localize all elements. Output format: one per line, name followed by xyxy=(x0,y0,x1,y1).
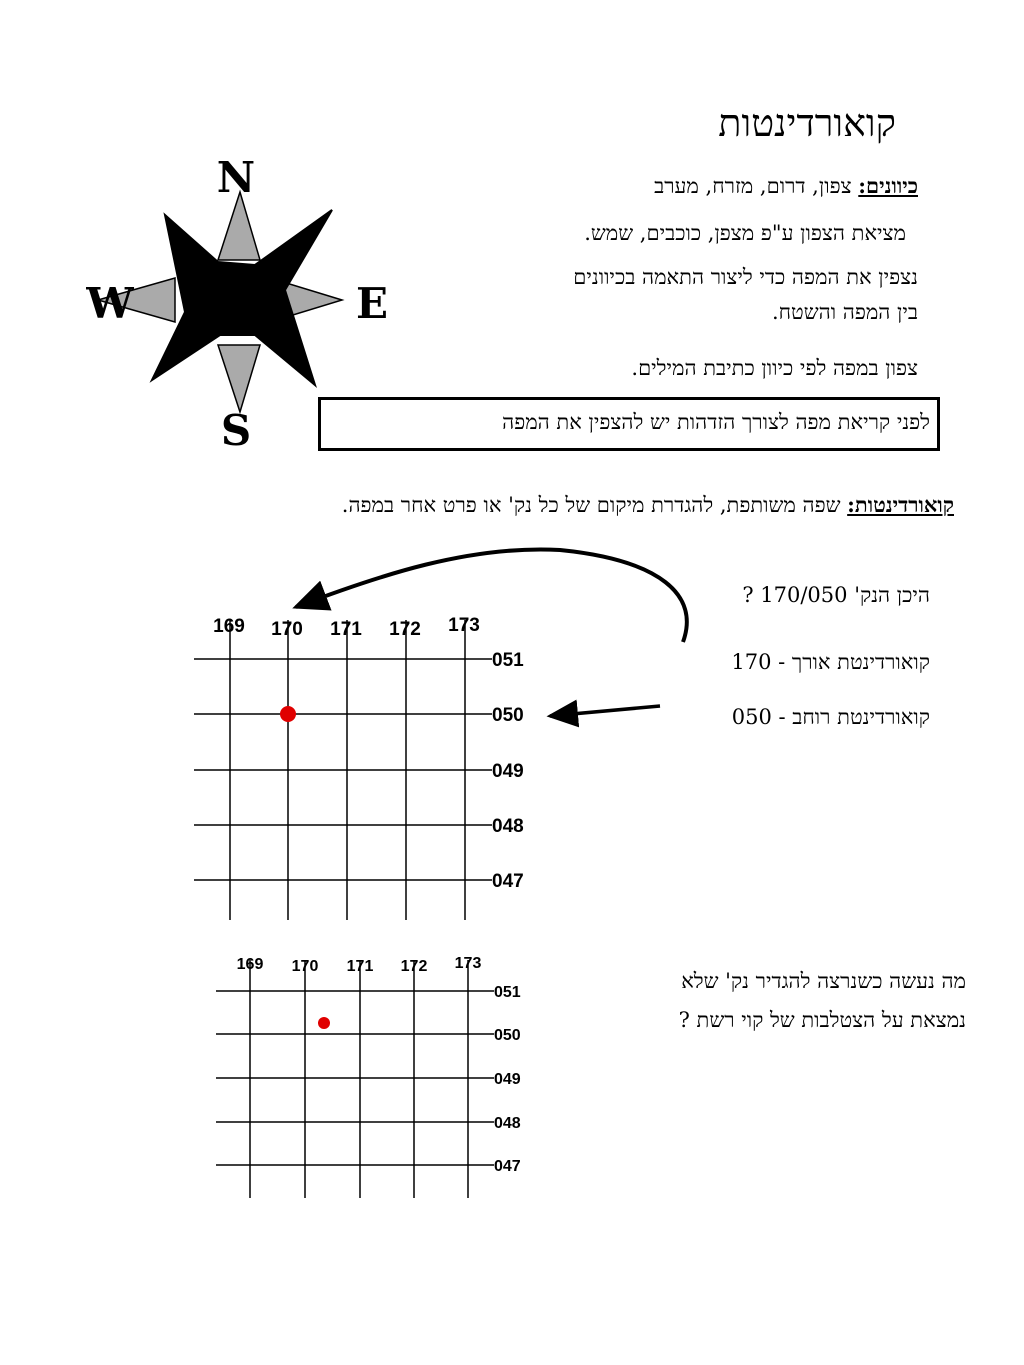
map-north-line: צפון במפה לפי כיוון כתיבת המילים. xyxy=(631,356,918,380)
directions-text: צפון, דרום, מזרח, מערב xyxy=(654,174,852,198)
compass-south: S xyxy=(220,406,252,455)
grid1-x-label-173: 173 xyxy=(448,615,480,636)
compass-east: E xyxy=(355,279,389,328)
orientation-line-2: בין המפה והשטח. xyxy=(771,300,918,324)
orientation-line-1: נצפין את המפה כדי ליצור התאמה בכיוונים xyxy=(573,265,918,289)
grid1-y-label-050: 050 xyxy=(492,705,524,726)
grid1-x-label-170: 170 xyxy=(271,619,303,640)
grid1-x-label-172: 172 xyxy=(389,619,421,640)
grid2-y-label-051: 051 xyxy=(494,984,521,1001)
easting-note: קואורדינטת אורך - 170 xyxy=(731,650,930,674)
grid2-x-label-172: 172 xyxy=(400,958,428,975)
coordinates-text: שפה משותפת, להגדרת מיקום של כל נק' או פרט אחר במפה. xyxy=(341,493,841,517)
grid2-y-label-049: 049 xyxy=(494,1071,521,1088)
grid1-y-label-048: 048 xyxy=(492,816,524,837)
question-where-point: היכן הנק' 170/050 ? xyxy=(742,583,930,607)
grid1-point xyxy=(280,706,296,722)
grid2-x-label-169: 169 xyxy=(236,956,264,973)
grid2-y-label-050: 050 xyxy=(494,1027,521,1044)
straight-arrow xyxy=(550,706,660,716)
page-title: קואורדינטות xyxy=(718,101,896,145)
grid1-x-label-171: 171 xyxy=(330,619,362,640)
grid2-point xyxy=(318,1017,330,1029)
question-non-intersection-1: מה נעשה כשנרצה להגדיר נק' שלא xyxy=(681,969,966,993)
grid1-x-label-169: 169 xyxy=(213,616,245,637)
note-box-text: לפני קריאת מפה לצורך הזדהות יש להצפין את המפה xyxy=(502,410,930,434)
grid1-y-label-047: 047 xyxy=(492,871,524,892)
grid1-y-label-049: 049 xyxy=(492,761,524,782)
grid2-x-label-171: 171 xyxy=(346,958,374,975)
question-non-intersection-2: נמצאת על הצטלבות של קוי רשת ? xyxy=(678,1008,966,1032)
grid2-y-label-047: 047 xyxy=(494,1158,521,1175)
north-finding-line: מציאת הצפון ע"פ מצפן, כוכבים, שמש. xyxy=(584,221,906,245)
compass-west: W xyxy=(86,279,134,328)
grid1-y-label-051: 051 xyxy=(492,650,524,671)
northing-note: קואורדינטת רוחב - 050 xyxy=(731,705,930,729)
coordinate-grid-2 xyxy=(200,940,540,1205)
grid2-x-label-173: 173 xyxy=(454,955,482,972)
coordinates-label: קואורדינטות: xyxy=(847,492,954,517)
grid2-x-label-170: 170 xyxy=(291,958,319,975)
grid2-y-label-048: 048 xyxy=(494,1115,521,1132)
coordinate-grid-1 xyxy=(180,600,550,930)
compass-north: N xyxy=(216,153,256,202)
directions-label: כיוונים: xyxy=(858,173,918,198)
